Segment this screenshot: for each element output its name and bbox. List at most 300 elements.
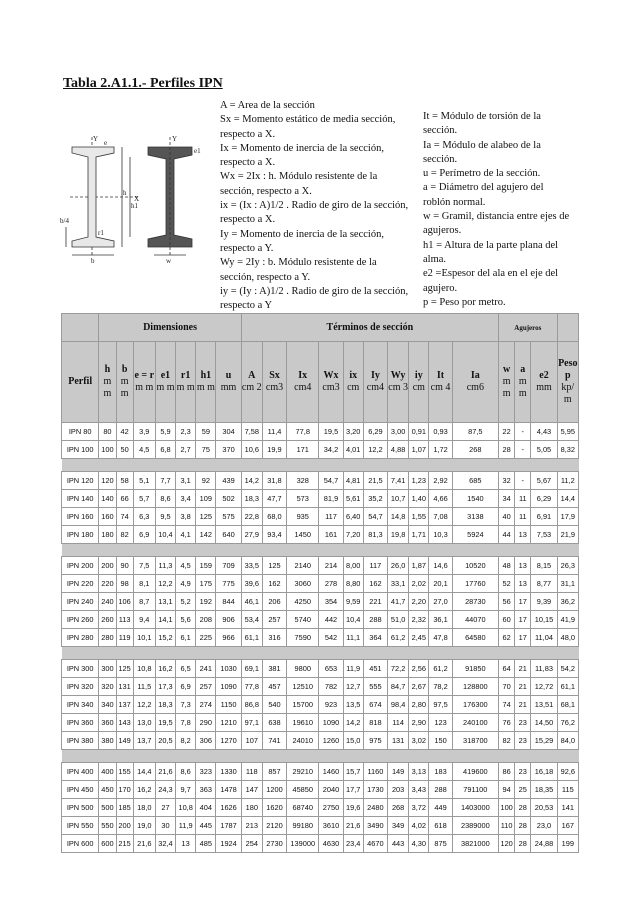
table-cell: 11,4 [262,423,286,441]
table-cell: 8,77 [531,575,557,593]
table-cell: 257 [196,678,216,696]
table-cell: 288 [363,611,387,629]
table-cell: 653 [319,660,343,678]
column-header-symbol: e = r [134,370,155,381]
table-cell: 15,0 [343,732,363,750]
table-cell: 51,0 [388,611,409,629]
table-cell: 23 [515,763,531,781]
table-cell: 27,0 [429,593,452,611]
table-cell: 844 [216,593,241,611]
column-header-symbol: Iy [370,370,380,381]
table-cell: 5924 [452,526,498,544]
group-separator [62,750,579,763]
profile-name-cell: IPN 360 [62,714,99,732]
table-cell: 176300 [452,696,498,714]
table-cell: 8,6 [176,763,196,781]
table-cell: 40 [499,508,515,526]
table-cell: 185 [116,799,133,817]
column-header-symbol: Sx [269,370,280,381]
table-cell: 11,9 [176,817,196,835]
table-cell: 1,87 [409,557,429,575]
table-cell: 9,4 [133,611,155,629]
table-cell: 183 [429,763,452,781]
table-cell: 208 [196,611,216,629]
table-cell: 555 [363,678,387,696]
table-cell: 1,55 [409,508,429,526]
table-cell: 149 [116,732,133,750]
table-cell: 278 [319,575,343,593]
table-cell: 149 [388,763,409,781]
legend-line: Wy = 2Iy : b. Módulo resistente de la [220,257,377,269]
table-row [62,611,579,629]
table-cell: 443 [388,835,409,853]
table-cell: 4630 [319,835,343,853]
table-cell: 155 [116,763,133,781]
table-cell: 61,2 [429,660,452,678]
profile-name-cell: IPN 180 [62,526,99,544]
table-cell: 21,5 [363,472,387,490]
column-header [262,342,286,423]
table-cell: 131 [388,732,409,750]
column-header-unit: m m [156,382,175,393]
table-cell: 199 [557,835,578,853]
table-row [62,508,579,526]
table-cell: 120 [499,835,515,853]
legend-line: Iy = Momento de inercia de la sección, [220,228,384,240]
profile-name-cell: IPN 380 [62,732,99,750]
fig-label-y: Y [93,135,99,143]
profile-name-cell: IPN 320 [62,678,99,696]
table-cell: 2,92 [429,472,452,490]
table-cell: 11,2 [557,472,578,490]
table-cell: 128800 [452,678,498,696]
fig-label-e1: e1 [194,147,201,155]
table-cell: 220 [99,575,116,593]
profile-name-cell: IPN 450 [62,781,99,799]
table-cell: 21,6 [343,817,363,835]
table-cell: 9,39 [531,593,557,611]
table-cell: 21,6 [133,835,155,853]
table-cell: 48 [499,557,515,575]
table-cell: 7,5 [133,557,155,575]
table-cell: 3,4 [176,490,196,508]
table-cell: 54,7 [319,472,343,490]
group-header-holes: Agujeros [499,314,558,342]
legend-line: roblón normal. [423,196,486,208]
table-cell: 5,05 [531,441,557,459]
table-cell: 4,30 [409,835,429,853]
table-cell: 44070 [452,611,498,629]
profile-name-cell: IPN 340 [62,696,99,714]
table-cell: 3,1 [176,472,196,490]
table-cell: 125 [262,557,286,575]
table-cell: 80 [99,423,116,441]
table-row [62,526,579,544]
table-cell: 316 [262,629,286,647]
table-cell: 19,6 [343,799,363,817]
table-cell: 94 [499,781,515,799]
table-cell: 11 [515,490,531,508]
table-cell: 14,4 [557,490,578,508]
legend-line: u = Perímetro de la sección. [423,168,541,180]
table-cell: 41,9 [557,611,578,629]
column-header-unit: m m [502,376,511,399]
table-cell: 61,1 [557,678,578,696]
table-cell: 241 [196,660,216,678]
table-cell: 1478 [216,781,241,799]
column-header-unit: mm [220,382,237,393]
column-header-symbol: Peso p [558,358,578,381]
table-cell: 1090 [216,678,241,696]
column-header [62,342,99,423]
table-cell: 450 [99,781,116,799]
table-cell: 19,9 [262,441,286,459]
table-cell: 4,02 [409,817,429,835]
column-header-symbol: u [225,370,232,381]
table-cell: 47,7 [262,490,286,508]
column-header [133,342,155,423]
table-cell: 300 [99,660,116,678]
table-cell: 82 [116,526,133,544]
table-row [62,781,579,799]
table-cell: 445 [196,817,216,835]
legend-line: sección, respecto a Y. [220,271,311,283]
table-cell: 24,88 [531,835,557,853]
table-cell: - [515,441,531,459]
table-cell: 17 [515,593,531,611]
table-cell: 39,6 [241,575,262,593]
table-cell: 27 [155,799,175,817]
table-cell: 542 [319,629,343,647]
table-cell: 215 [116,835,133,853]
table-cell: 500 [99,799,116,817]
legend-line: respecto a X. [220,157,276,169]
table-cell: 254 [241,835,262,853]
table-cell: 171 [287,441,319,459]
legend-line: w = Gramil, distancia entre ejes de [423,211,570,223]
table-cell: 34 [499,490,515,508]
column-header [99,342,116,423]
table-row [62,799,579,817]
fig-label-e: e [104,139,108,147]
table-cell: 76,2 [557,714,578,732]
table-cell: 35,2 [363,490,387,508]
fig-label-w: w [166,257,172,265]
table-cell: 2480 [363,799,387,817]
table-cell: 58 [116,472,133,490]
table-cell: 268 [452,441,498,459]
table-cell: 48,0 [557,629,578,647]
table-cell: 81,9 [319,490,343,508]
table-cell: 1,71 [409,526,429,544]
table-row [62,817,579,835]
table-cell: 11 [515,508,531,526]
table-cell: 18,35 [531,781,557,799]
table-cell: 214 [319,557,343,575]
table-cell: 8,7 [133,593,155,611]
column-header [319,342,343,423]
column-header-unit: cm3 [265,382,284,393]
profile-name-cell: IPN 500 [62,799,99,817]
ipn-table-container [61,313,579,853]
table-cell: 2120 [262,817,286,835]
profile-name-cell: IPN 600 [62,835,99,853]
table-cell: 15700 [287,696,319,714]
table-cell: 8,1 [133,575,155,593]
table-cell: 125 [116,660,133,678]
table-cell: 7,08 [429,508,452,526]
table-row [62,575,579,593]
table-cell: 106 [116,593,133,611]
column-header [287,342,319,423]
column-header [515,342,531,423]
table-cell: 6,91 [531,508,557,526]
legend-line: Wx = 2Ix : h. Módulo resistente de la [220,171,378,183]
column-header-unit: m m [120,376,129,399]
table-cell: 14,8 [388,508,409,526]
table-cell: 6,9 [176,678,196,696]
profile-name-cell: IPN 80 [62,423,99,441]
table-cell: 97,5 [429,696,452,714]
table-cell: 15,7 [343,763,363,781]
table-cell: 200 [116,817,133,835]
table-cell: 2,67 [409,678,429,696]
table-cell: 306 [196,732,216,750]
legend-line: Ia = Módulo de alabeo de la [423,139,541,151]
table-cell: 28730 [452,593,498,611]
table-cell: 5,67 [531,472,557,490]
table-cell: 10,3 [429,526,452,544]
table-cell: 17,3 [155,678,175,696]
table-cell: 8,32 [557,441,578,459]
table-cell: 1260 [319,732,343,750]
table-cell: 15,29 [531,732,557,750]
group-header-terms: Términos de sección [241,314,498,342]
table-cell: 857 [262,763,286,781]
table-cell: 3,43 [409,781,429,799]
table-cell: 550 [99,817,116,835]
table-cell: 76 [499,714,515,732]
table-cell: 3,13 [409,763,429,781]
legend-line: respecto a X. [220,214,276,226]
table-cell: 17 [515,629,531,647]
table-cell: 1403000 [452,799,498,817]
table-cell: 2,32 [409,611,429,629]
table-cell: 3490 [363,817,387,835]
profile-name-cell: IPN 550 [62,817,99,835]
table-cell: 93,4 [262,526,286,544]
legend-line: alma. [423,253,447,265]
table-cell: 180 [241,799,262,817]
legend-line: Ix = Momento de inercia de la sección, [220,142,384,154]
table-cell: 69,1 [241,660,262,678]
table-cell: 323 [196,763,216,781]
column-header-unit: cm [347,382,360,393]
column-header-symbol: h [104,364,111,375]
table-cell: 268 [388,799,409,817]
table-cell: 99180 [287,817,319,835]
table-cell: 86 [499,763,515,781]
table-cell: 13,5 [343,696,363,714]
column-header-unit: cm 3 [388,382,408,393]
table-cell: 160 [99,508,116,526]
table-cell: 6,9 [133,526,155,544]
column-header [363,342,387,423]
table-cell: 354 [319,593,343,611]
table-cell: 4,66 [429,490,452,508]
column-header [241,342,262,423]
profile-name-cell: IPN 120 [62,472,99,490]
table-cell: 36,2 [557,593,578,611]
table-cell: 618 [429,817,452,835]
table-cell: 9800 [287,660,319,678]
table-row [62,696,579,714]
table-cell: 2,3 [176,423,196,441]
table-cell: 600 [99,835,116,853]
table-cell: 75 [196,441,216,459]
table-cell: 221 [363,593,387,611]
group-header-dims: Dimensiones [99,314,241,342]
table-cell: 82 [499,732,515,750]
table-cell: 98,4 [388,696,409,714]
table-cell: 1030 [216,660,241,678]
table-cell: 485 [196,835,216,853]
table-cell: 30 [155,817,175,835]
table-cell: 24,3 [155,781,175,799]
table-cell: 5,1 [133,472,155,490]
table-cell: 380 [99,732,116,750]
legend-line: iy = (Iy : A)1/2 . Radio de giro de la sección, [220,285,409,297]
table-cell: 16,2 [155,660,175,678]
table-cell: 115 [557,781,578,799]
table-cell: 17,9 [557,508,578,526]
table-cell: 87,5 [452,423,498,441]
table-cell: 14,50 [531,714,557,732]
table-cell: 28 [515,799,531,817]
table-cell: 23,4 [343,835,363,853]
table-cell: 150 [429,732,452,750]
table-cell: 90 [116,557,133,575]
table-cell: 139000 [287,835,319,853]
table-cell: 1730 [363,781,387,799]
table-cell: 10,7 [388,490,409,508]
table-cell: 125 [196,508,216,526]
column-header-unit: cm4 [366,382,385,393]
column-header-unit: m m [176,382,195,393]
table-cell: 4,43 [531,423,557,441]
column-header-symbol: r1 [180,370,191,381]
table-cell: - [515,423,531,441]
table-cell: 274 [196,696,216,714]
table-cell: 1210 [216,714,241,732]
table-cell: 5,7 [133,490,155,508]
ipn-profiles-table [61,313,579,853]
table-cell: 2,90 [409,714,429,732]
table-cell: 5,61 [343,490,363,508]
table-cell: 782 [319,678,343,696]
table-cell: 1090 [319,714,343,732]
table-cell: 70 [499,678,515,696]
table-cell: 451 [363,660,387,678]
table-cell: 364 [363,629,387,647]
table-cell: 1200 [262,781,286,799]
table-cell: 28 [515,817,531,835]
table-cell: 7,58 [241,423,262,441]
table-cell: 213 [241,817,262,835]
table-cell: 147 [241,781,262,799]
table-cell: 240100 [452,714,498,732]
table-cell: 404 [196,799,216,817]
table-cell: 23 [515,732,531,750]
table-cell: 31,1 [557,575,578,593]
table-cell: 13 [515,526,531,544]
table-cell: 3060 [287,575,319,593]
table-cell: 19610 [287,714,319,732]
table-cell: 44 [499,526,515,544]
table-cell: 18,3 [241,490,262,508]
table-cell: 9,5 [155,508,175,526]
legend-line: a = Diámetro del agujero del [423,182,544,194]
table-cell: 117 [363,557,387,575]
table-cell: 46,1 [241,593,262,611]
table-cell: 1450 [287,526,319,544]
column-header-symbol: Wx [323,370,339,381]
table-cell: - [515,472,531,490]
table-cell: 66 [116,490,133,508]
column-header-symbol: w [503,364,511,375]
table-cell: 11,5 [133,678,155,696]
table-cell: 439 [216,472,241,490]
corner-cell-right [557,314,578,342]
column-header-symbol: A [248,370,256,381]
table-row [62,678,579,696]
table-cell: 12,7 [343,678,363,696]
table-cell: 11,3 [155,557,175,575]
table-cell: 6,1 [176,629,196,647]
table-cell: 167 [557,817,578,835]
table-cell: 119 [116,629,133,647]
table-cell: 61,1 [241,629,262,647]
table-cell: 142 [196,526,216,544]
table-cell: 640 [216,526,241,544]
table-cell: 288 [429,781,452,799]
table-cell: 161 [319,526,343,544]
table-cell: 8,00 [343,557,363,575]
profile-name-cell: IPN 160 [62,508,99,526]
table-cell: 2,80 [409,696,429,714]
table-cell: 31,8 [262,472,286,490]
table-cell: 2,20 [409,593,429,611]
table-cell: 192 [196,593,216,611]
column-header-symbol: It [436,370,445,381]
column-header [531,342,557,423]
table-cell: 6,29 [363,423,387,441]
table-cell: 109 [196,490,216,508]
fig-label-b: b [91,257,95,265]
profile-name-cell: IPN 300 [62,660,99,678]
table-cell: 23,0 [531,817,557,835]
table-cell: 575 [216,508,241,526]
column-header [452,342,498,423]
table-cell: 10,4 [155,526,175,544]
legend-line: respecto a X. [220,128,276,140]
column-header-symbol: Ia [470,370,480,381]
profile-name-cell: IPN 260 [62,611,99,629]
table-cell: 77,8 [287,423,319,441]
table-cell: 110 [499,817,515,835]
table-row [62,423,579,441]
table-cell: 117 [319,508,343,526]
